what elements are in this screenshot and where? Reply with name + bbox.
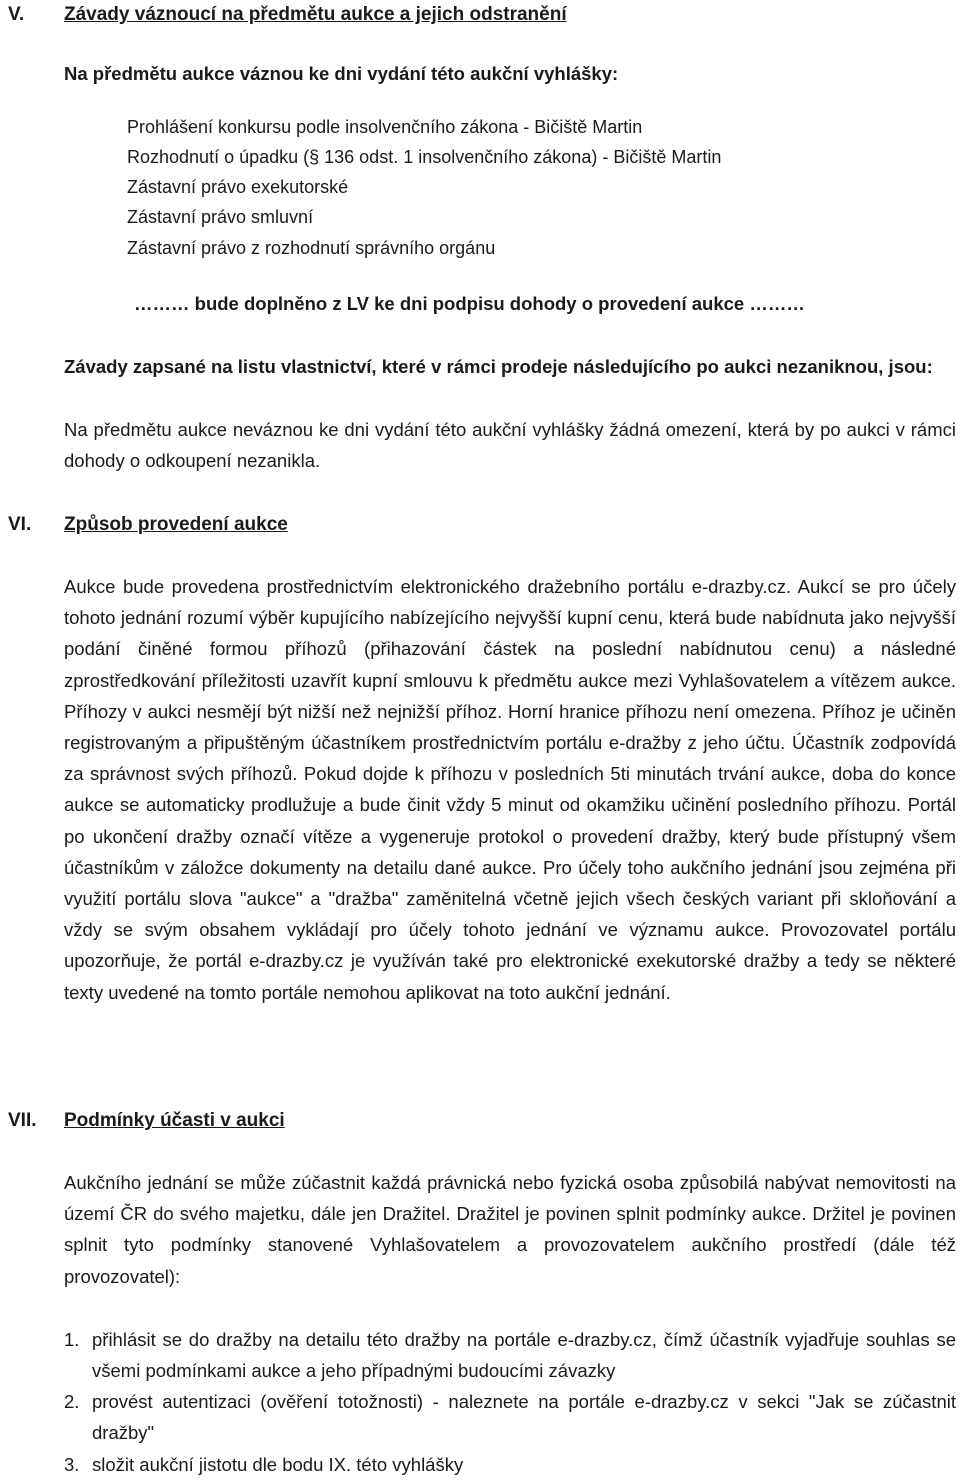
section-v-subheading: Na předmětu aukce váznou ke dni vydání této aukční vyhlášky: [64, 63, 619, 84]
list-item-text: složit aukční jistotu dle bodu IX. této vyhlášky [92, 1454, 464, 1475]
list-item [64, 1324, 956, 1386]
list-item-number: 3. [64, 1454, 80, 1475]
lv-note: ……… bude doplněno z LV ke dni podpisu dohody o provedení aukce ……… [134, 293, 805, 314]
list-item-number: 2. [64, 1391, 80, 1412]
list-item-text: provést autentizaci (ověření totožnosti) - naleznete na portále e-drazby.cz v sekci "Jak se zúčastnit dražby" [92, 1391, 956, 1444]
section-v-title: Závady váznoucí na předmětu aukce a jejich odstranění [64, 4, 567, 25]
list-item-text: přihlásit se do dražby na detailu této dražby na portále e-drazby.cz, čímž účastník vyjadřuje souhlas se všemi podmínkami aukce a jeho případnými budoucími závazky [92, 1329, 956, 1382]
persisting-encumbrances-text: Na předmětu aukce neváznou ke dni vydání této aukční vyhlášky žádná omezení, která by po aukci v rámci dohody o odkoupení nezanikla. [64, 419, 956, 472]
list-item [64, 1386, 956, 1448]
encumbrance-item: Zástavní právo z rozhodnutí správního orgánu [127, 238, 496, 258]
section-vi-number: VI. [8, 514, 32, 535]
section-vi-title: Způsob provedení aukce [64, 514, 288, 535]
encumbrance-item: Zástavní právo exekutorské [127, 177, 349, 197]
section-vii-title: Podmínky účasti v aukci [64, 1110, 285, 1131]
encumbrance-item: Zástavní právo smluvní [127, 207, 314, 227]
persisting-encumbrances-heading: Závady zapsané na listu vlastnictví, které v rámci prodeje následujícího po aukci nezaniknou, jsou: [64, 356, 933, 377]
encumbrance-item: Rozhodnutí o úpadku (§ 136 odst. 1 insolvenčního zákona) - Bičiště Martin [127, 147, 722, 167]
section-v-number: V. [8, 4, 25, 25]
section-vii-number: VII. [8, 1110, 37, 1131]
section-vii-intro: Aukčního jednání se může zúčastnit každá právnická nebo fyzická osoba způsobilá nabývat nemovitosti na území ČR do svého majetku, dále jen Dražitel. Dražitel je povinen splnit podmínky aukce. Držitel je povinen splnit tyto podmínky stanovené Vyhlašovatelem a provozovatelem aukčního prostředí (dále též provozovatel): [64, 1172, 956, 1287]
section-vi-body: Aukce bude provedena prostřednictvím elektronického dražebního portálu e-drazby.cz. Aukcí se pro účely tohoto jednání rozumí výběr kupujícího nabízejícího nejvyšší kupní cenu, která bude nabídnuta jako nejvyšší podání činěné formou příhozů (přihazování částek na poslední nabídnutou cenu) a následné zprostředkování příležitosti uzavřít kupní smlouvu k předmětu aukce mezi Vyhlašovatelem a vítězem aukce. Příhozy v aukci nesmějí být nižší než nejnižší příhoz. Horní hranice příhozu není omezena. Příhoz je učiněn registrovaným a připuštěným účastníkem prostřednictvím portálu e-dražby z jeho účtu. Účastník zodpovídá za správnost svých příhozů. Pokud dojde k příhozu v posledních 5ti minutách trvání aukce, doba do konce aukce se automaticky prodlužuje a bude činit vždy 5 minut od okamžiku učinění posledního příhozu. Portál po ukončení dražby označí vítěze a vygeneruje protokol o provedení dražby, který bude přístupný všem účastníkům v záložce dokumenty na detailu dané aukce. Pro účely toho aukčního jednání jsou zejména při využití portálu slova "aukce" a "dražba" zaměnitelná včetně jejich všech českých variant při skloňování a vždy se svým obsahem vykládají pro účely tohoto jednání ve významu aukce. Provozovatel portálu upozorňuje, že portál e-drazby.cz je využíván také pro elektronické exekutorské dražby a tedy se některé texty uvedené na tomto portále nemohou aplikovat na toto aukční jednání. [64, 576, 956, 1003]
list-item-number: 1. [64, 1329, 80, 1350]
list-item [64, 1449, 956, 1480]
encumbrance-item: Prohlášení konkursu podle insolvenčního zákona - Bičiště Martin [127, 117, 643, 137]
